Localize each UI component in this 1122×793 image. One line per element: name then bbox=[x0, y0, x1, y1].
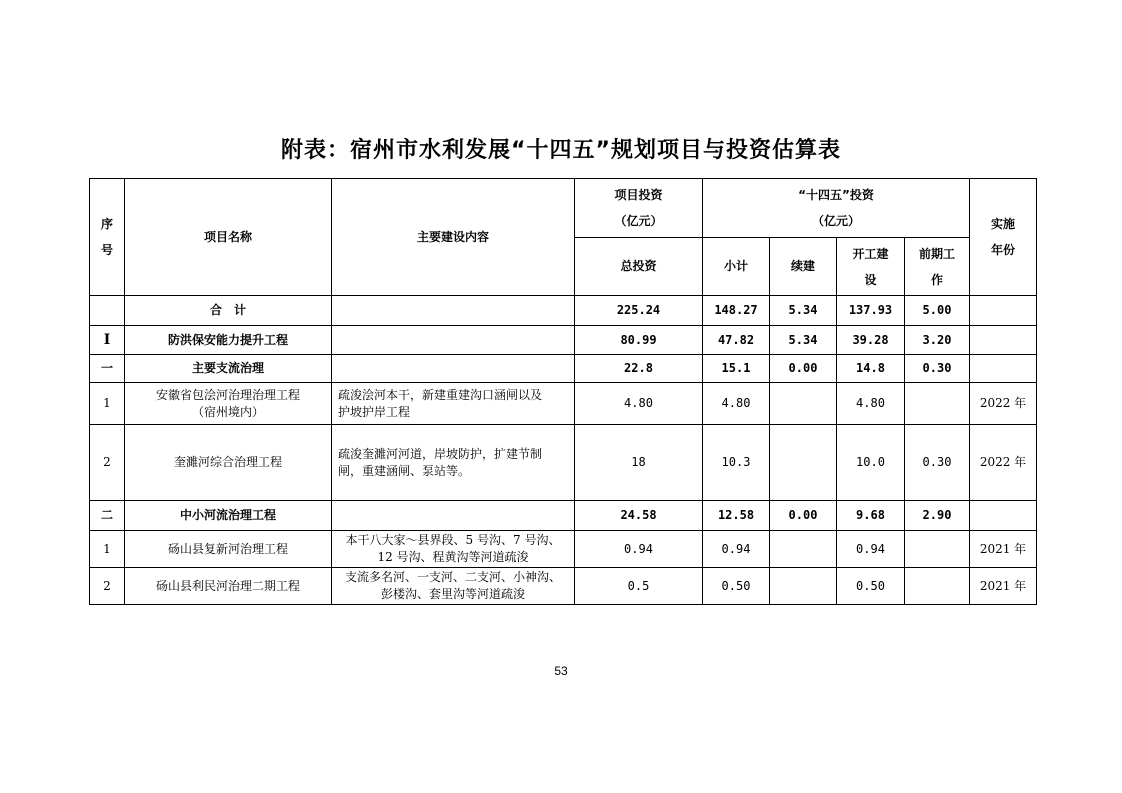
cell-total: 24.58 bbox=[575, 501, 703, 531]
cell-content: 疏浚浍河本干，新建重建沟口涵闸以及 护坡护岸工程 bbox=[332, 383, 575, 425]
cell-content bbox=[332, 296, 575, 326]
cell-name: 砀山县利民河治理二期工程 bbox=[125, 568, 332, 605]
cell-continued: 5.34 bbox=[770, 326, 837, 355]
cell-year bbox=[970, 355, 1037, 383]
cell-content: 本干八大家～县界段、5 号沟、7 号沟、 12 号沟、程黄沟等河道疏浚 bbox=[332, 531, 575, 568]
cell-seq: 2 bbox=[90, 425, 125, 501]
cell-prelim: 0.30 bbox=[905, 425, 970, 501]
cell-continued bbox=[770, 383, 837, 425]
cell-total: 0.94 bbox=[575, 531, 703, 568]
table-row bbox=[90, 296, 1037, 326]
cell-subtotal: 47.82 bbox=[703, 326, 770, 355]
cell-new-start: 4.80 bbox=[837, 383, 905, 425]
cell-continued: 0.00 bbox=[770, 355, 837, 383]
cell-new-start: 137.93 bbox=[837, 296, 905, 326]
cell-prelim: 0.30 bbox=[905, 355, 970, 383]
cell-content bbox=[332, 355, 575, 383]
header-seq: 序 号 bbox=[90, 179, 125, 296]
cell-total: 80.99 bbox=[575, 326, 703, 355]
table-row bbox=[90, 568, 1037, 605]
cell-year: 2021 年 bbox=[970, 568, 1037, 605]
page-title: 附表：宿州市水利发展“十四五”规划项目与投资估算表 bbox=[281, 138, 841, 163]
header-year: 实施 年份 bbox=[970, 179, 1037, 296]
cell-prelim bbox=[905, 568, 970, 605]
cell-year: 2021 年 bbox=[970, 531, 1037, 568]
cell-subtotal: 148.27 bbox=[703, 296, 770, 326]
cell-continued bbox=[770, 425, 837, 501]
cell-new-start: 0.50 bbox=[837, 568, 905, 605]
cell-total: 225.24 bbox=[575, 296, 703, 326]
cell-prelim bbox=[905, 383, 970, 425]
table-row bbox=[90, 326, 1037, 355]
header-subtotal: 小计 bbox=[703, 238, 770, 296]
cell-new-start: 0.94 bbox=[837, 531, 905, 568]
cell-year: 2022 年 bbox=[970, 425, 1037, 501]
cell-prelim: 3.20 bbox=[905, 326, 970, 355]
page-number: 53 bbox=[554, 664, 568, 678]
cell-content bbox=[332, 326, 575, 355]
cell-name: 砀山县复新河治理工程 bbox=[125, 531, 332, 568]
cell-name: 合 计 bbox=[125, 296, 332, 326]
cell-seq: 1 bbox=[90, 531, 125, 568]
cell-year: 2022 年 bbox=[970, 383, 1037, 425]
cell-prelim: 2.90 bbox=[905, 501, 970, 531]
cell-continued bbox=[770, 531, 837, 568]
cell-continued: 5.34 bbox=[770, 296, 837, 326]
table-row bbox=[90, 425, 1037, 501]
table-row bbox=[90, 531, 1037, 568]
cell-year bbox=[970, 296, 1037, 326]
header-project-invest: 项目投资 （亿元） bbox=[575, 179, 703, 238]
cell-subtotal: 0.94 bbox=[703, 531, 770, 568]
table-row bbox=[90, 355, 1037, 383]
header-total: 总投资 bbox=[575, 238, 703, 296]
cell-seq: I bbox=[90, 326, 125, 355]
header-content: 主要建设内容 bbox=[332, 179, 575, 296]
cell-new-start: 14.8 bbox=[837, 355, 905, 383]
cell-subtotal: 0.50 bbox=[703, 568, 770, 605]
cell-name: 主要支流治理 bbox=[125, 355, 332, 383]
cell-content: 疏浚奎濉河河道，岸坡防护，扩建节制 闸，重建涵闸、泵站等。 bbox=[332, 425, 575, 501]
header-continued: 续建 bbox=[770, 238, 837, 296]
cell-continued: 0.00 bbox=[770, 501, 837, 531]
cell-new-start: 10.0 bbox=[837, 425, 905, 501]
cell-seq: 2 bbox=[90, 568, 125, 605]
cell-total: 22.8 bbox=[575, 355, 703, 383]
cell-total: 4.80 bbox=[575, 383, 703, 425]
cell-new-start: 39.28 bbox=[837, 326, 905, 355]
cell-name: 中小河流治理工程 bbox=[125, 501, 332, 531]
cell-name: 奎濉河综合治理工程 bbox=[125, 425, 332, 501]
cell-prelim: 5.00 bbox=[905, 296, 970, 326]
cell-content: 支流多名河、一支河、二支河、小神沟、 彭楼沟、套里沟等河道疏浚 bbox=[332, 568, 575, 605]
cell-seq: 二 bbox=[90, 501, 125, 531]
cell-new-start: 9.68 bbox=[837, 501, 905, 531]
cell-seq: 1 bbox=[90, 383, 125, 425]
cell-year bbox=[970, 326, 1037, 355]
cell-content bbox=[332, 501, 575, 531]
header-prelim: 前期工 作 bbox=[905, 238, 970, 296]
cell-subtotal: 15.1 bbox=[703, 355, 770, 383]
cell-subtotal: 12.58 bbox=[703, 501, 770, 531]
cell-year bbox=[970, 501, 1037, 531]
cell-prelim bbox=[905, 531, 970, 568]
table-row bbox=[90, 383, 1037, 425]
cell-name: 防洪保安能力提升工程 bbox=[125, 326, 332, 355]
header-plan-invest: “十四五”投资 （亿元） bbox=[703, 179, 970, 238]
cell-seq bbox=[90, 296, 125, 326]
investment-table bbox=[89, 178, 1037, 605]
cell-subtotal: 10.3 bbox=[703, 425, 770, 501]
cell-subtotal: 4.80 bbox=[703, 383, 770, 425]
header-new-start: 开工建 设 bbox=[837, 238, 905, 296]
table-row bbox=[90, 501, 1037, 531]
header-name: 项目名称 bbox=[125, 179, 332, 296]
cell-name: 安徽省包浍河治理治理工程 （宿州境内） bbox=[125, 383, 332, 425]
cell-seq: 一 bbox=[90, 355, 125, 383]
cell-total: 18 bbox=[575, 425, 703, 501]
cell-continued bbox=[770, 568, 837, 605]
cell-total: 0.5 bbox=[575, 568, 703, 605]
